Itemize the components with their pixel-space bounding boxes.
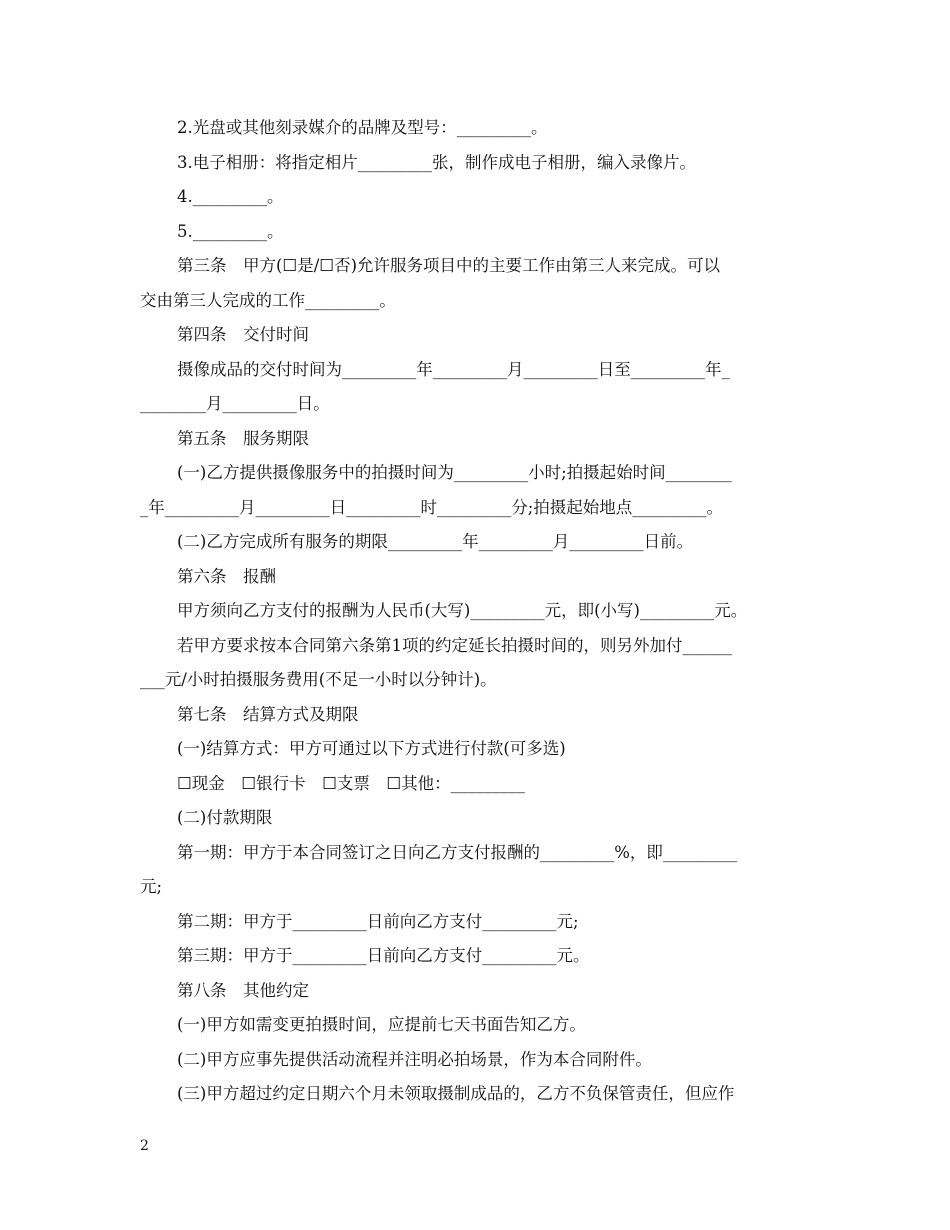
contract-line: 第一期：甲方于本合同签订之日向乙方支付报酬的_________%，即_________: [177, 842, 738, 862]
contract-line: (二)甲方应事先提供活动流程并注明必拍场景，作为本合同附件。: [177, 1049, 652, 1069]
contract-line: (三)甲方超过约定日期六个月未领取摄制成品的，乙方不负保管责任，但应作: [177, 1084, 735, 1103]
contract-line: 4._________。: [177, 187, 284, 206]
contract-line: 元;: [140, 877, 163, 896]
contract-line: 甲方须向乙方支付的报酬为人民币(大写)_________元，即(小写)_________元。: [177, 601, 748, 620]
page-number: 2: [140, 1138, 149, 1154]
contract-line: 第二期：甲方于_________日前向乙方支付_________元;: [177, 911, 579, 931]
contract-line: _年_________月_________日_________时_________分;拍摄起始地点_________。: [140, 497, 724, 517]
contract-line: (二)乙方完成所有服务的期限_________年_________月_________日前。: [177, 532, 694, 551]
contract-line: ________月_________日。: [140, 394, 330, 413]
contract-line: (二)付款期限: [177, 808, 273, 827]
contract-line: 第三条 甲方(☐是/☐否)允许服务项目中的主要工作由第三人来完成。可以: [177, 256, 721, 275]
contract-line: ☐现金 ☐银行卡 ☐支票 ☐其他：_________: [177, 773, 525, 793]
contract-line: (一)甲方如需变更拍摄时间，应提前七天书面告知乙方。: [177, 1015, 586, 1034]
contract-line: 第八条 其他约定: [177, 980, 309, 1000]
contract-body: [140, 117, 812, 1118]
contract-line: 摄像成品的交付时间为_________年_________月_________日至_________年_: [177, 359, 730, 379]
contract-line: 若甲方要求按本合同第六条第1项的约定延长拍摄时间的，则另外加付______: [177, 635, 732, 655]
contract-line: 第六条 报酬: [177, 566, 276, 586]
contract-line: ___元/小时拍摄服务费用(不足一小时以分钟计)。: [140, 670, 497, 689]
contract-line: 2.光盘或其他刻录媒介的品牌及型号：_________。: [177, 118, 548, 137]
contract-line: (一)乙方提供摄像服务中的拍摄时间为_________小时;拍摄起始时间________: [177, 463, 732, 482]
contract-line: 交由第三人完成的工作_________。: [140, 290, 396, 310]
contract-line: 3.电子相册：将指定相片_________张，制作成电子相册，编入录像片。: [177, 152, 696, 172]
contract-line: 第五条 服务期限: [177, 428, 309, 448]
contract-line: 第三期：甲方于_________日前向乙方支付_________元。: [177, 946, 590, 965]
contract-line: (一)结算方式：甲方可通过以下方式进行付款(可多选): [177, 739, 566, 758]
contract-line: 5._________。: [177, 221, 284, 241]
contract-line: 第四条 交付时间: [177, 325, 309, 344]
contract-line: 第七条 结算方式及期限: [177, 704, 359, 724]
